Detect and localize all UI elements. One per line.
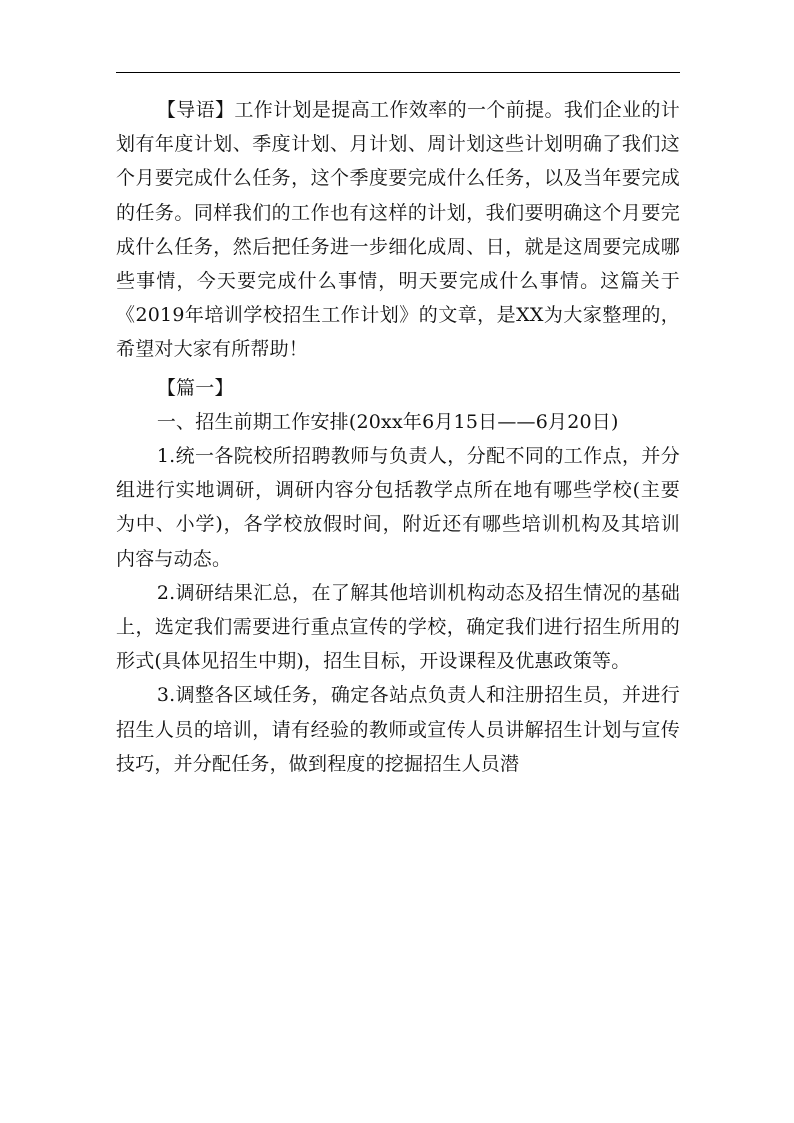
document-body (116, 93, 680, 781)
list-item-1: 1.统一各院校所招聘教师与负责人，分配不同的工作点，并分组进行实地调研，调研内容分包括教学点所在地有哪些学校(主要为中、小学)，各学校放假时间，附近还有哪些培训机构及其培训内容与动态。 (116, 445, 680, 570)
section-title: 【篇一】 (156, 376, 234, 399)
intro-paragraph: 【导语】工作计划是提高工作效率的一个前提。我们企业的计划有年度计划、季度计划、月计划、周计划这些计划明确了我们这个月要完成什么任务，这个季度要完成什么任务，以及当年要完成的任务。同样我们的工作也有这样的计划，我们要明确这个月要完成什么任务，然后把任务进一步细化成周、日，就是这周要完成哪些事情，今天要完成什么事情，明天要完成什么事情。这篇关于《2019年培训学校招生工作计划》的文章，是XX为大家整理的，希望对大家有所帮助！ (116, 99, 680, 361)
heading-phase-1: 一、招生前期工作安排(20xx年6月15日——6月20日) (156, 410, 619, 433)
list-item-2: 2.调研结果汇总，在了解其他培训机构动态及招生情况的基础上，选定我们需要进行重点宣传的学校，确定我们进行招生所用的形式(具体见招生中期)，招生目标，开设课程及优惠政策等。 (116, 581, 680, 673)
list-item-3: 3.调整各区域任务，确定各站点负责人和注册招生员，并进行招生人员的培训，请有经验的教师或宣传人员讲解招生计划与宣传技巧，并分配任务，做到程度的挖掘招生人员潜 (116, 684, 680, 775)
header-rule (116, 72, 680, 73)
